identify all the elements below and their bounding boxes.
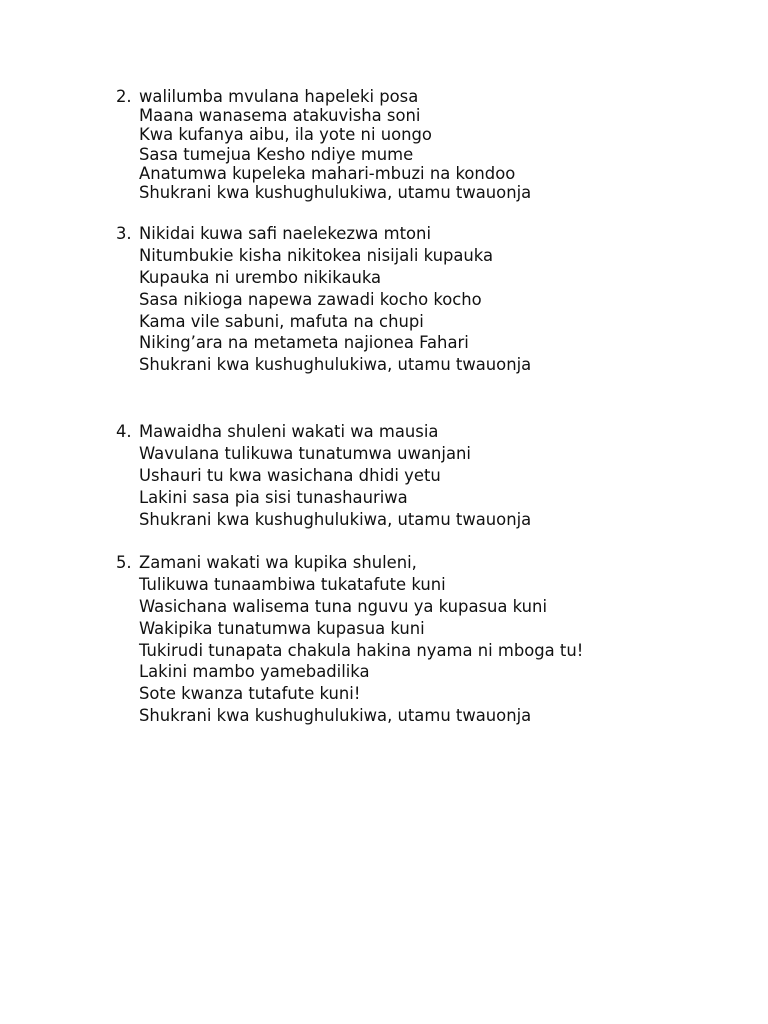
line-text: Shukrani kwa kushughulukiwa, utamu twauonja xyxy=(139,182,532,202)
line-text: Shukrani kwa kushughulukiwa, utamu twauonja xyxy=(139,706,532,726)
line-text: Kupauka ni urembo nikikauka xyxy=(139,267,382,287)
stanza-line xyxy=(116,705,736,727)
line-text: Mawaidha shuleni wakati wa mausia xyxy=(139,422,439,441)
stanza-number: 3. xyxy=(116,224,132,243)
line-text: Anatumwa kupeleka mahari-mbuzi na kondoo xyxy=(139,163,516,183)
stanza-line xyxy=(116,245,736,267)
stanza-line xyxy=(116,332,736,354)
line-text: Shukrani kwa kushughulukiwa, utamu twauonja xyxy=(139,355,532,375)
stanza-3 xyxy=(116,223,736,376)
stanza-line xyxy=(116,354,736,376)
stanza-line xyxy=(116,164,736,183)
line-text: Zamani wakati wa kupika shuleni, xyxy=(139,553,417,572)
line-text: Lakini mambo yamebadilika xyxy=(139,662,370,682)
stanza-line xyxy=(116,289,736,311)
stanza-line xyxy=(116,552,736,574)
stanza-line xyxy=(116,487,736,509)
stanza-line xyxy=(116,267,736,289)
line-text: Tukirudi tunapata chakula hakina nyama ni mboga tu! xyxy=(139,640,584,660)
line-text: Sote kwanza tutafute kuni! xyxy=(139,684,361,704)
stanza-line xyxy=(116,106,736,125)
line-text: Sasa nikioga napewa zawadi kocho kocho xyxy=(139,289,482,309)
stanza-line xyxy=(116,145,736,164)
line-text: Ushauri tu kwa wasichana dhidi yetu xyxy=(139,465,441,485)
stanza-line xyxy=(116,509,736,531)
stanza-line xyxy=(116,421,736,443)
stanza-line xyxy=(116,125,736,144)
stanza-line xyxy=(116,574,736,596)
line-text: Shukrani kwa kushughulukiwa, utamu twauonja xyxy=(139,509,532,529)
stanza-number: 5. xyxy=(116,553,132,572)
line-text: walilumba mvulana hapeleki posa xyxy=(139,87,419,106)
line-text: Wavulana tulikuwa tunatumwa uwanjani xyxy=(139,443,471,463)
line-text: Niking’ara na metameta najionea Fahari xyxy=(139,333,469,353)
stanza-line xyxy=(116,596,736,618)
line-text: Nitumbukie kisha nikitokea nisijali kupauka xyxy=(139,245,494,265)
line-text: Kwa kufanya aibu, ila yote ni uongo xyxy=(139,125,432,145)
stanza-number: 4. xyxy=(116,422,132,441)
stanza-line xyxy=(116,183,736,202)
stanza-line xyxy=(116,683,736,705)
line-text: Lakini sasa pia sisi tunashauriwa xyxy=(139,487,408,507)
stanza-line xyxy=(116,443,736,465)
line-text: Kama vile sabuni, mafuta na chupi xyxy=(139,311,424,331)
line-text: Nikidai kuwa safi naelekezwa mtoni xyxy=(139,224,431,243)
line-text: Sasa tumejua Kesho ndiye mume xyxy=(139,144,414,164)
stanza-line xyxy=(116,223,736,245)
stanza-2 xyxy=(116,87,736,202)
stanza-line xyxy=(116,661,736,683)
line-text: Wakipika tunatumwa kupasua kuni xyxy=(139,618,425,638)
stanza-line xyxy=(116,465,736,487)
stanza-line xyxy=(116,311,736,333)
line-text: Wasichana walisema tuna nguvu ya kupasua kuni xyxy=(139,596,547,616)
stanza-number: 2. xyxy=(116,87,132,106)
stanza-4 xyxy=(116,421,736,530)
stanza-line xyxy=(116,618,736,640)
line-text: Tulikuwa tunaambiwa tukatafute kuni xyxy=(139,574,446,594)
stanza-line xyxy=(116,87,736,106)
stanza-line xyxy=(116,640,736,662)
stanza-5 xyxy=(116,552,736,727)
line-text: Maana wanasema atakuvisha soni xyxy=(139,106,421,126)
